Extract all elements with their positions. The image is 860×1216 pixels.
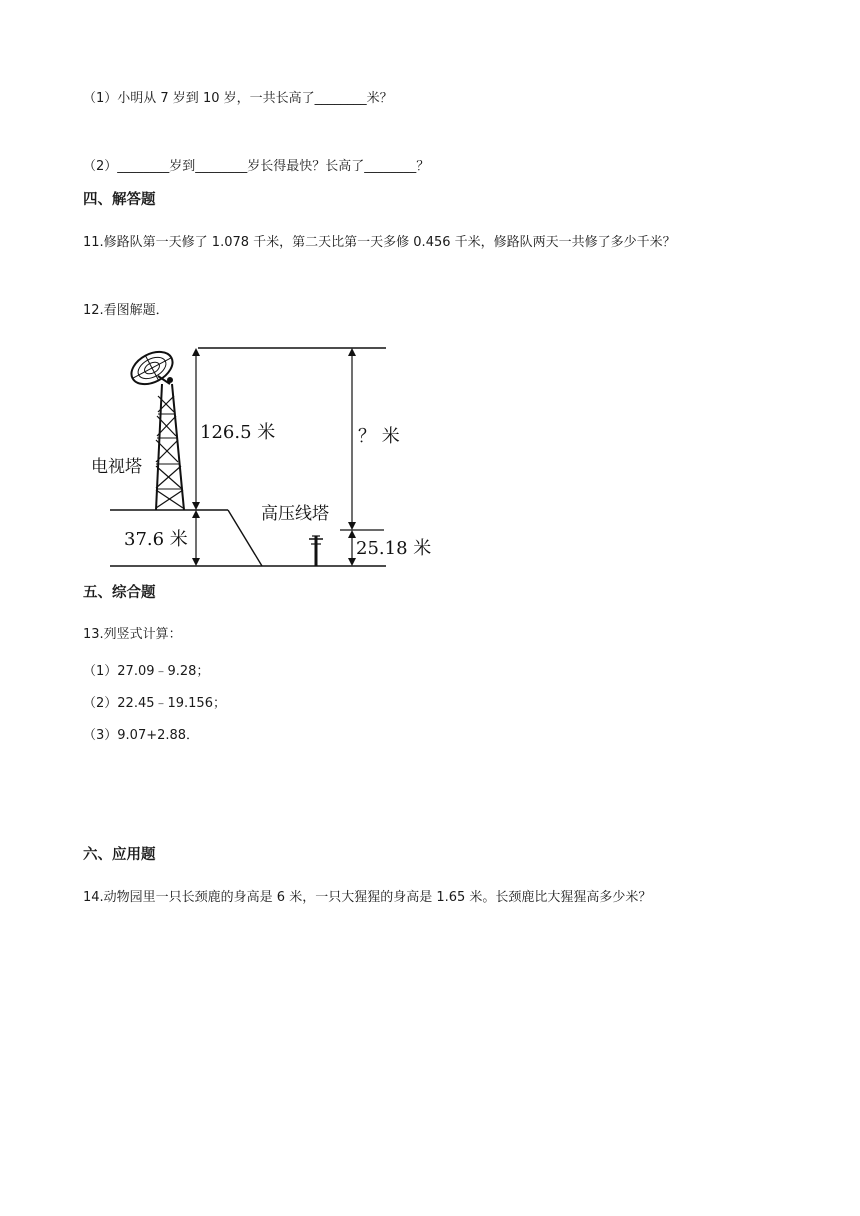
q13-item-3: （3）9.07+2.88．: [83, 728, 200, 743]
power-tower-icon: [309, 536, 323, 566]
q12-text: 12.看图解题．: [83, 303, 169, 318]
section-6-title: 六、应用题: [83, 847, 156, 863]
q10-part2: （2）________岁到________岁长得最快？长高了________？: [83, 159, 430, 174]
section-5-title: 五、综合题: [83, 585, 156, 601]
q14-text: 14.动物园里一只长颈鹿的身高是 6 米，一只大猩猩的身高是 1.65 米。长颈鹿比大猩猩高多少米？: [83, 890, 652, 905]
q13-item-2: （2）22.45﹣19.156；: [83, 696, 226, 711]
hill-height-label: 37.6 米: [124, 529, 188, 550]
dimension-arrow-hill: [192, 510, 200, 566]
dimension-arrow-power-tower: [348, 530, 356, 566]
q13-item-1: （1）27.09﹣9.28；: [83, 664, 210, 679]
unknown-height-label: ？ 米: [358, 426, 400, 447]
q11-text: 11.修路队第一天修了 1.078 千米，第二天比第一天多修 0.456 千米，修路队两天一共修了多少千米？: [83, 235, 676, 250]
dimension-arrow-unknown: [348, 348, 356, 530]
tv-tower-label: 电视塔: [91, 457, 142, 477]
hill-slope: [228, 510, 262, 566]
q13-text: 13.列竖式计算：: [83, 627, 182, 642]
section-4-title: 四、解答题: [83, 192, 156, 208]
power-tower-height-label: 25.18 米: [356, 538, 432, 559]
dimension-arrow-tv-tower: [192, 348, 200, 510]
power-tower-label: 高压线塔: [261, 504, 329, 524]
tv-tower-icon: [126, 345, 184, 510]
q12-figure: [88, 336, 448, 572]
tv-tower-height-label: 126.5 米: [200, 422, 276, 443]
q10-part1: （1）小明从 7 岁到 10 岁，一共长高了________米？: [83, 91, 393, 106]
